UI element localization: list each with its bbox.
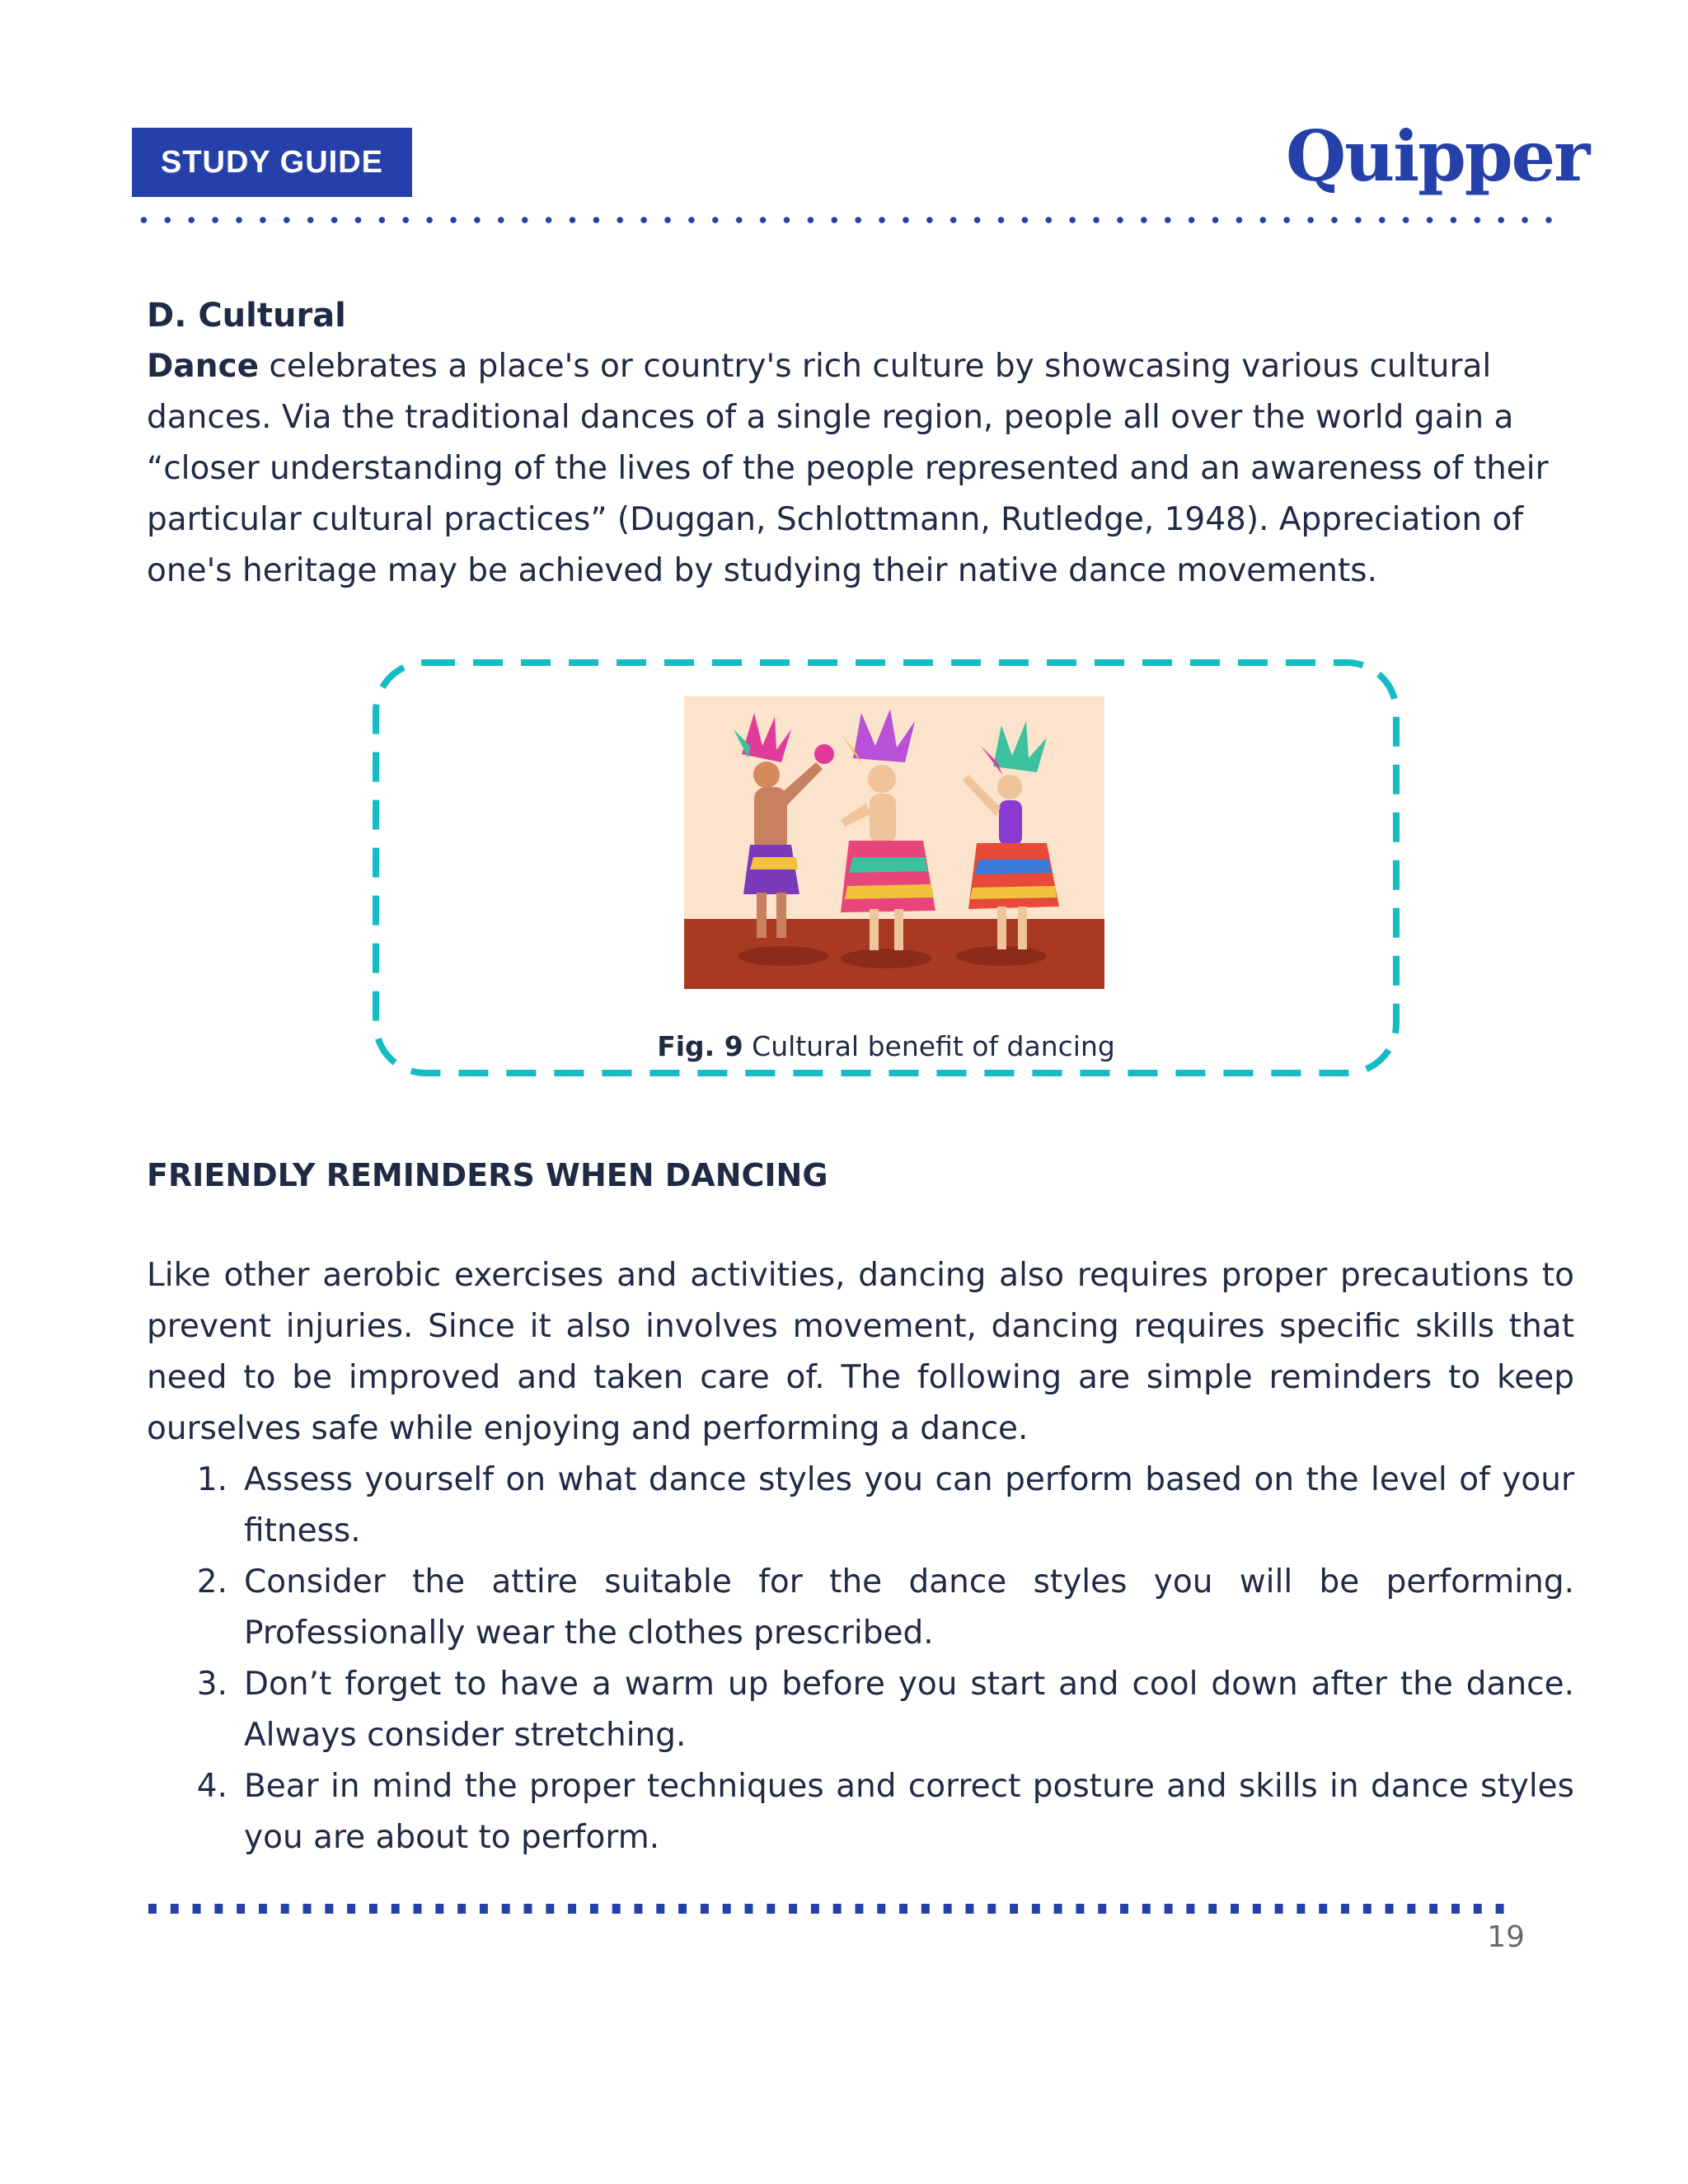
dance-bold-term: Dance (147, 348, 260, 385)
list-item (147, 1455, 1574, 1557)
reminders-heading: FRIENDLY REMINDERS WHEN DANCING (147, 1157, 828, 1193)
figure-label: Fig. 9 (657, 1030, 743, 1062)
reminders-intro: Like other aerobic exercises and activities, dancing also requires proper precautions to prevent injuries. Since it also involves movement, dancing requires specific skills that need to be improved and taken care of. The following are simple reminders to keep ourselves safe while enjoying and performing a dance. (147, 1257, 1574, 1447)
section-d-heading: D. Cultural (147, 297, 346, 335)
figure-caption-text: Cultural benefit of dancing (743, 1030, 1115, 1062)
list-item (147, 1557, 1574, 1659)
list-item-number: 3. (196, 1666, 227, 1703)
list-item (147, 1659, 1574, 1761)
list-item-text: Assess yourself on what dance styles you can perform based on the level of your fitness. (244, 1461, 1574, 1549)
section-d-paragraph (147, 341, 1574, 597)
top-dotted-divider (132, 216, 1559, 224)
study-guide-badge: STUDY GUIDE (132, 128, 412, 197)
list-item-number: 4. (196, 1768, 227, 1805)
cultural-dancers-illustration (684, 696, 1104, 989)
list-item-number: 2. (196, 1563, 227, 1601)
list-item-text: Bear in mind the proper techniques and correct posture and skills in dance styles you are about to perform. (244, 1768, 1574, 1856)
list-item-number: 1. (196, 1461, 227, 1498)
quipper-logo: Quipper (1286, 115, 1589, 197)
list-item-text: Consider the attire suitable for the dance styles you will be performing. Professionally wear the clothes prescribed. (244, 1563, 1574, 1652)
reminders-list (147, 1455, 1574, 1863)
list-item (147, 1761, 1574, 1863)
list-item-text: Don’t forget to have a warm up before you start and cool down after the dance. Always consider stretching. (244, 1666, 1574, 1754)
section-d-body: celebrates a place's or country's rich culture by showcasing various cultural dances. Via the traditional dances of a single region, people all over the world gain a “closer understanding of the lives of the people represented and an awareness of their particular cultural practices” (Duggan, Schlottmann, Rutledge, 1948). Appreciation of one's heritage may be achieved by studying their native dance movements. (147, 348, 1549, 589)
page-number: 19 (1487, 1920, 1525, 1954)
figure-caption (371, 1030, 1401, 1062)
bottom-dotted-divider (148, 1904, 1517, 1914)
